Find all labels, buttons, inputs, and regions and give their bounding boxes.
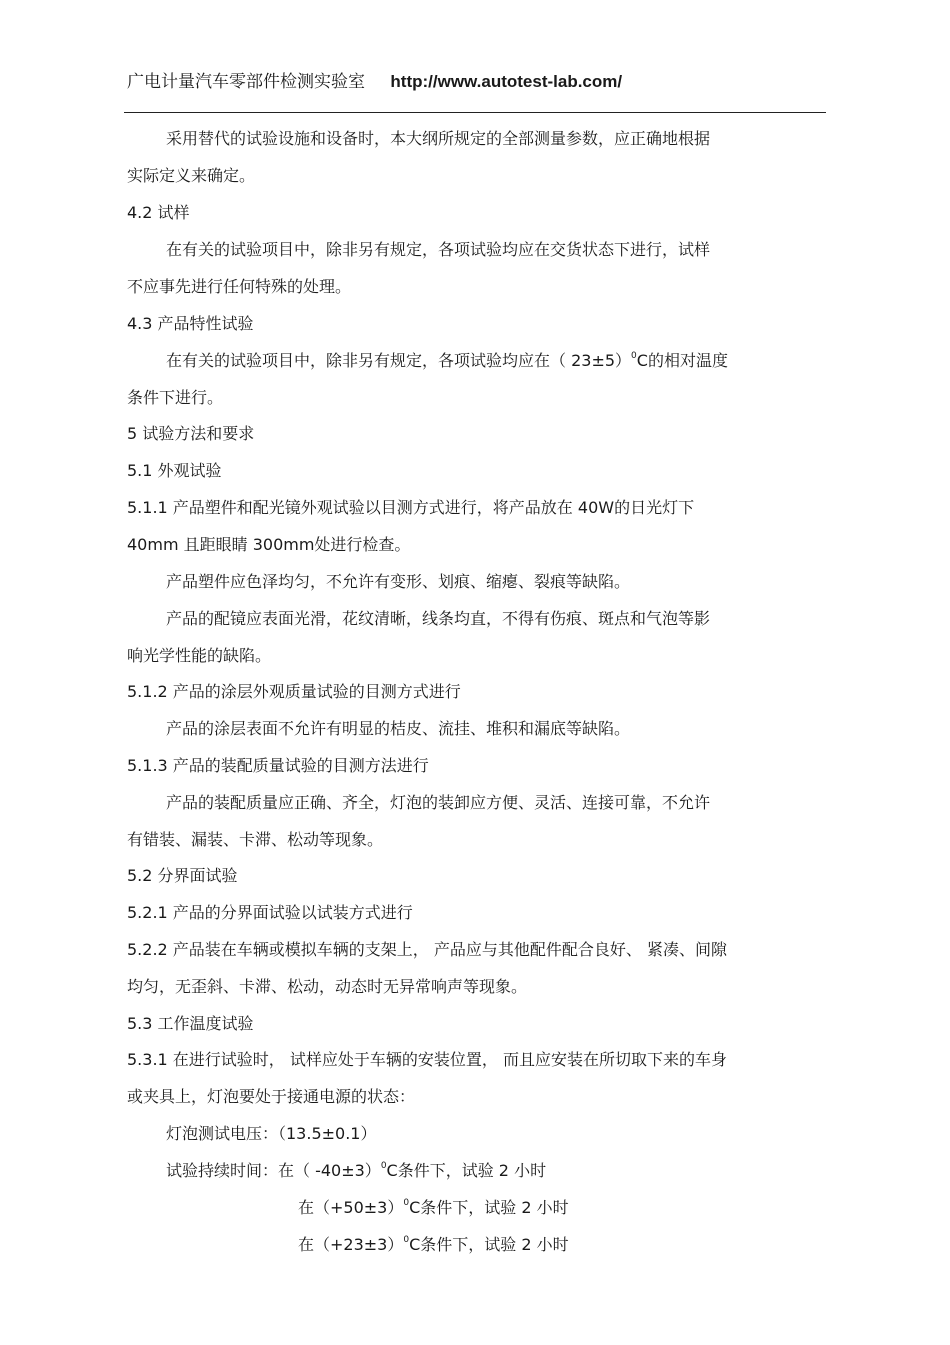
paragraph-line: 40mm 且距眼睛 300mm处进行检查。	[127, 535, 411, 554]
section-heading: 4.3 产品特性试验	[127, 314, 254, 333]
paragraph-line: 采用替代的试验设施和设备时，本大纲所规定的全部测量参数，应正确地根据	[166, 129, 711, 148]
section-heading: 5 试验方法和要求	[127, 424, 255, 443]
paragraph-line	[166, 347, 728, 375]
section-heading: 5.1.2 产品的涂层外观质量试验的目测方式进行	[127, 682, 461, 701]
paragraph-line: 5.2.2 产品装在车辆或模拟车辆的支架上， 产品应与其他配件配合良好、 紧凑、间隙	[127, 940, 727, 959]
header-rule	[124, 112, 826, 113]
line-text: C的相对温度	[636, 351, 728, 370]
header-url: http://www.autotest-lab.com/	[390, 72, 623, 91]
paragraph-line: 5.3.1 在进行试验时， 试样应处于车辆的安装位置， 而且应安装在所切取下来的车身	[127, 1050, 727, 1069]
paragraph-line: 产品的涂层表面不允许有明显的桔皮、流挂、堆积和漏底等缺陷。	[166, 719, 631, 738]
line-text: 在（+23±3）	[298, 1235, 404, 1254]
paragraph-line: 在有关的试验项目中，除非另有规定，各项试验均应在交货状态下进行，试样	[166, 240, 711, 259]
paragraph-line: 有错装、漏装、卡滞、松动等现象。	[127, 830, 384, 849]
paragraph-line: 均匀，无歪斜、卡滞、松动，动态时无异常响声等现象。	[127, 977, 528, 996]
degree-mark: 0	[380, 1160, 387, 1171]
test-voltage-line: 灯泡测试电压：（13.5±0.1）	[166, 1124, 377, 1143]
degree-mark: 0	[403, 1234, 410, 1245]
degree-mark: 0	[631, 350, 637, 361]
lab-name: 广电计量汽车零部件检测实验室	[127, 72, 365, 92]
page-header	[127, 70, 827, 94]
section-heading: 5.1 外观试验	[127, 461, 222, 480]
paragraph-line: 条件下进行。	[127, 388, 224, 407]
paragraph-line: 5.1.1 产品塑件和配光镜外观试验以目测方式进行，将产品放在 40W的日光灯下	[127, 498, 695, 517]
section-heading: 5.2.1 产品的分界面试验以试装方式进行	[127, 903, 413, 922]
paragraph-line: 或夹具上，灯泡要处于接通电源的状态：	[127, 1087, 416, 1106]
section-heading: 5.2 分界面试验	[127, 866, 238, 885]
line-text: C条件下，试验 2 小时	[386, 1161, 547, 1180]
paragraph-line: 产品的配镜应表面光滑，花纹清晰，线条均直，不得有伤痕、斑点和气泡等影	[166, 609, 711, 628]
paragraph-line: 产品的装配质量应正确、齐全，灯泡的装卸应方便、灵活、连接可靠，不允许	[166, 793, 711, 812]
line-text: 试验持续时间：在（ -40±3）	[166, 1161, 381, 1180]
paragraph-line: 响光学性能的缺陷。	[127, 646, 272, 665]
line-text: 在（+50±3）	[298, 1198, 404, 1217]
paragraph-line: 实际定义来确定。	[127, 166, 256, 185]
test-duration-line	[298, 1194, 569, 1222]
paragraph-line: 产品塑件应色泽均匀，不允许有变形、划痕、缩瘪、裂痕等缺陷。	[166, 572, 631, 591]
section-heading: 4.2 试样	[127, 203, 190, 222]
degree-mark: 0	[403, 1197, 410, 1208]
test-duration-line	[298, 1231, 569, 1259]
section-heading: 5.3 工作温度试验	[127, 1014, 254, 1033]
line-text: C条件下，试验 2 小时	[409, 1198, 569, 1217]
line-text: 在有关的试验项目中，除非另有规定，各项试验均应在（ 23±5）	[166, 351, 632, 370]
line-text: C条件下，试验 2 小时	[409, 1235, 569, 1254]
section-heading: 5.1.3 产品的装配质量试验的目测方法进行	[127, 756, 429, 775]
test-duration-line	[166, 1157, 546, 1185]
paragraph-line: 不应事先进行任何特殊的处理。	[127, 277, 352, 296]
